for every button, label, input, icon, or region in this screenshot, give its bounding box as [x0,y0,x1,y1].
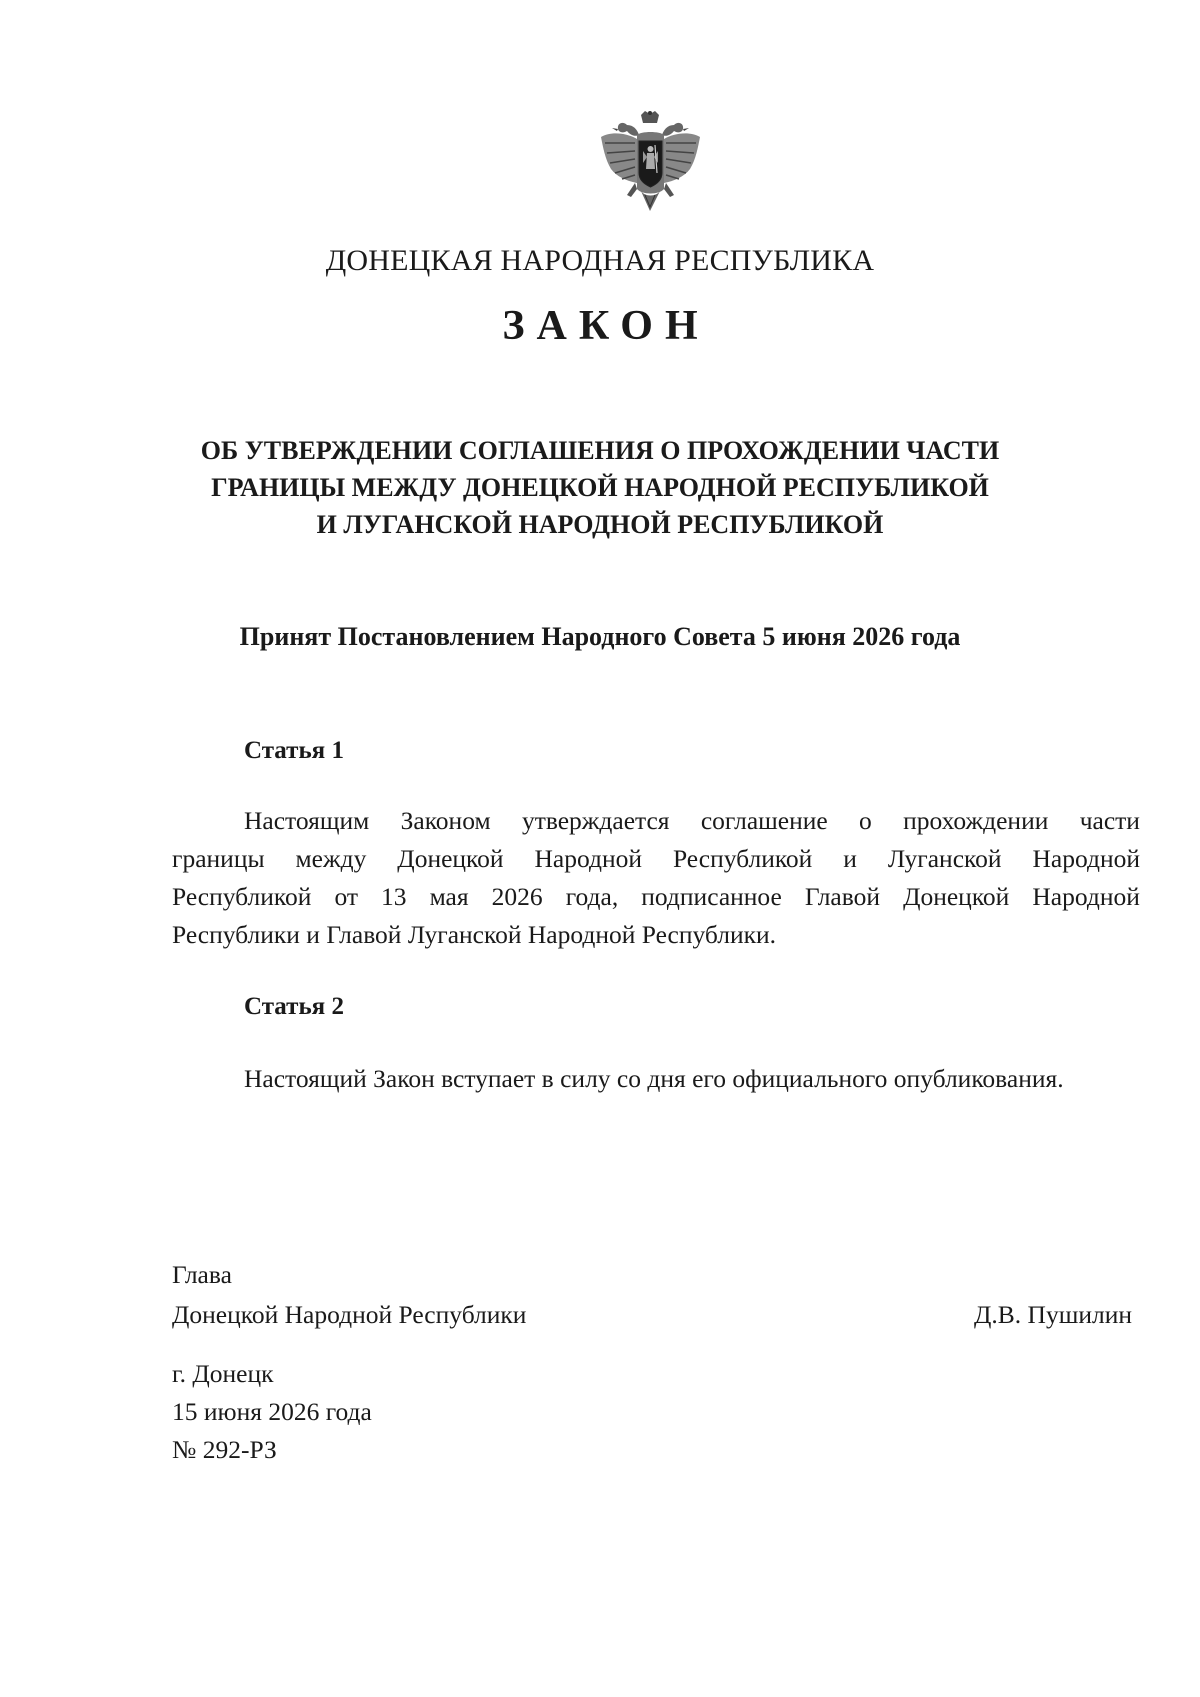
law-number: № 292-РЗ [172,1435,277,1464]
signature-row [172,1295,1132,1335]
signatory-name: Д.В. Пушилин [974,1300,1132,1329]
signing-date: 15 июня 2026 года [172,1397,372,1426]
article-1-text [172,802,1140,954]
place-of-signing: г. Донецк [172,1359,274,1388]
document-meta [172,1355,372,1469]
article-1-line: Республики и Главой Луганской Народной Республики. [172,920,777,949]
article-1-line: границы между Донецкой Народной Республикой и Луганской Народной [172,844,1140,873]
subject-line: ГРАНИЦЫ МЕЖДУ ДОНЕЦКОЙ НАРОДНОЙ РЕСПУБЛИКОЙ [211,473,989,502]
subject-line: И ЛУГАНСКОЙ НАРОДНОЙ РЕСПУБЛИКОЙ [316,510,884,539]
signature-block [172,1255,1132,1335]
document-type-title: ЗАКОН [502,303,710,349]
article-2-text: Настоящий Закон вступает в силу со дня его официального опубликования. [244,1064,1064,1093]
signatory-office: Донецкой Народной Республики [172,1300,527,1329]
adoption-note: Принят Постановлением Народного Совета 5 июня 2026 года [239,622,961,651]
article-2-heading: Статья 2 [244,993,344,1020]
coat-of-arms-eagle-icon [597,111,704,219]
republic-name: ДОНЕЦКАЯ НАРОДНАЯ РЕСПУБЛИКА [325,244,875,277]
article-1-line: Республикой от 13 мая 2026 года, подписанное Главой Донецкой Народной [172,882,1140,911]
signatory-title: Глава [172,1260,232,1289]
article-1-heading: Статья 1 [244,737,344,764]
subject-line: ОБ УТВЕРЖДЕНИИ СОГЛАШЕНИЯ О ПРОХОЖДЕНИИ ЧАСТИ [200,436,1000,465]
article-1-line: Настоящим Законом утверждается соглашение о прохождении части [244,806,1140,835]
law-subject-title [150,432,1050,543]
